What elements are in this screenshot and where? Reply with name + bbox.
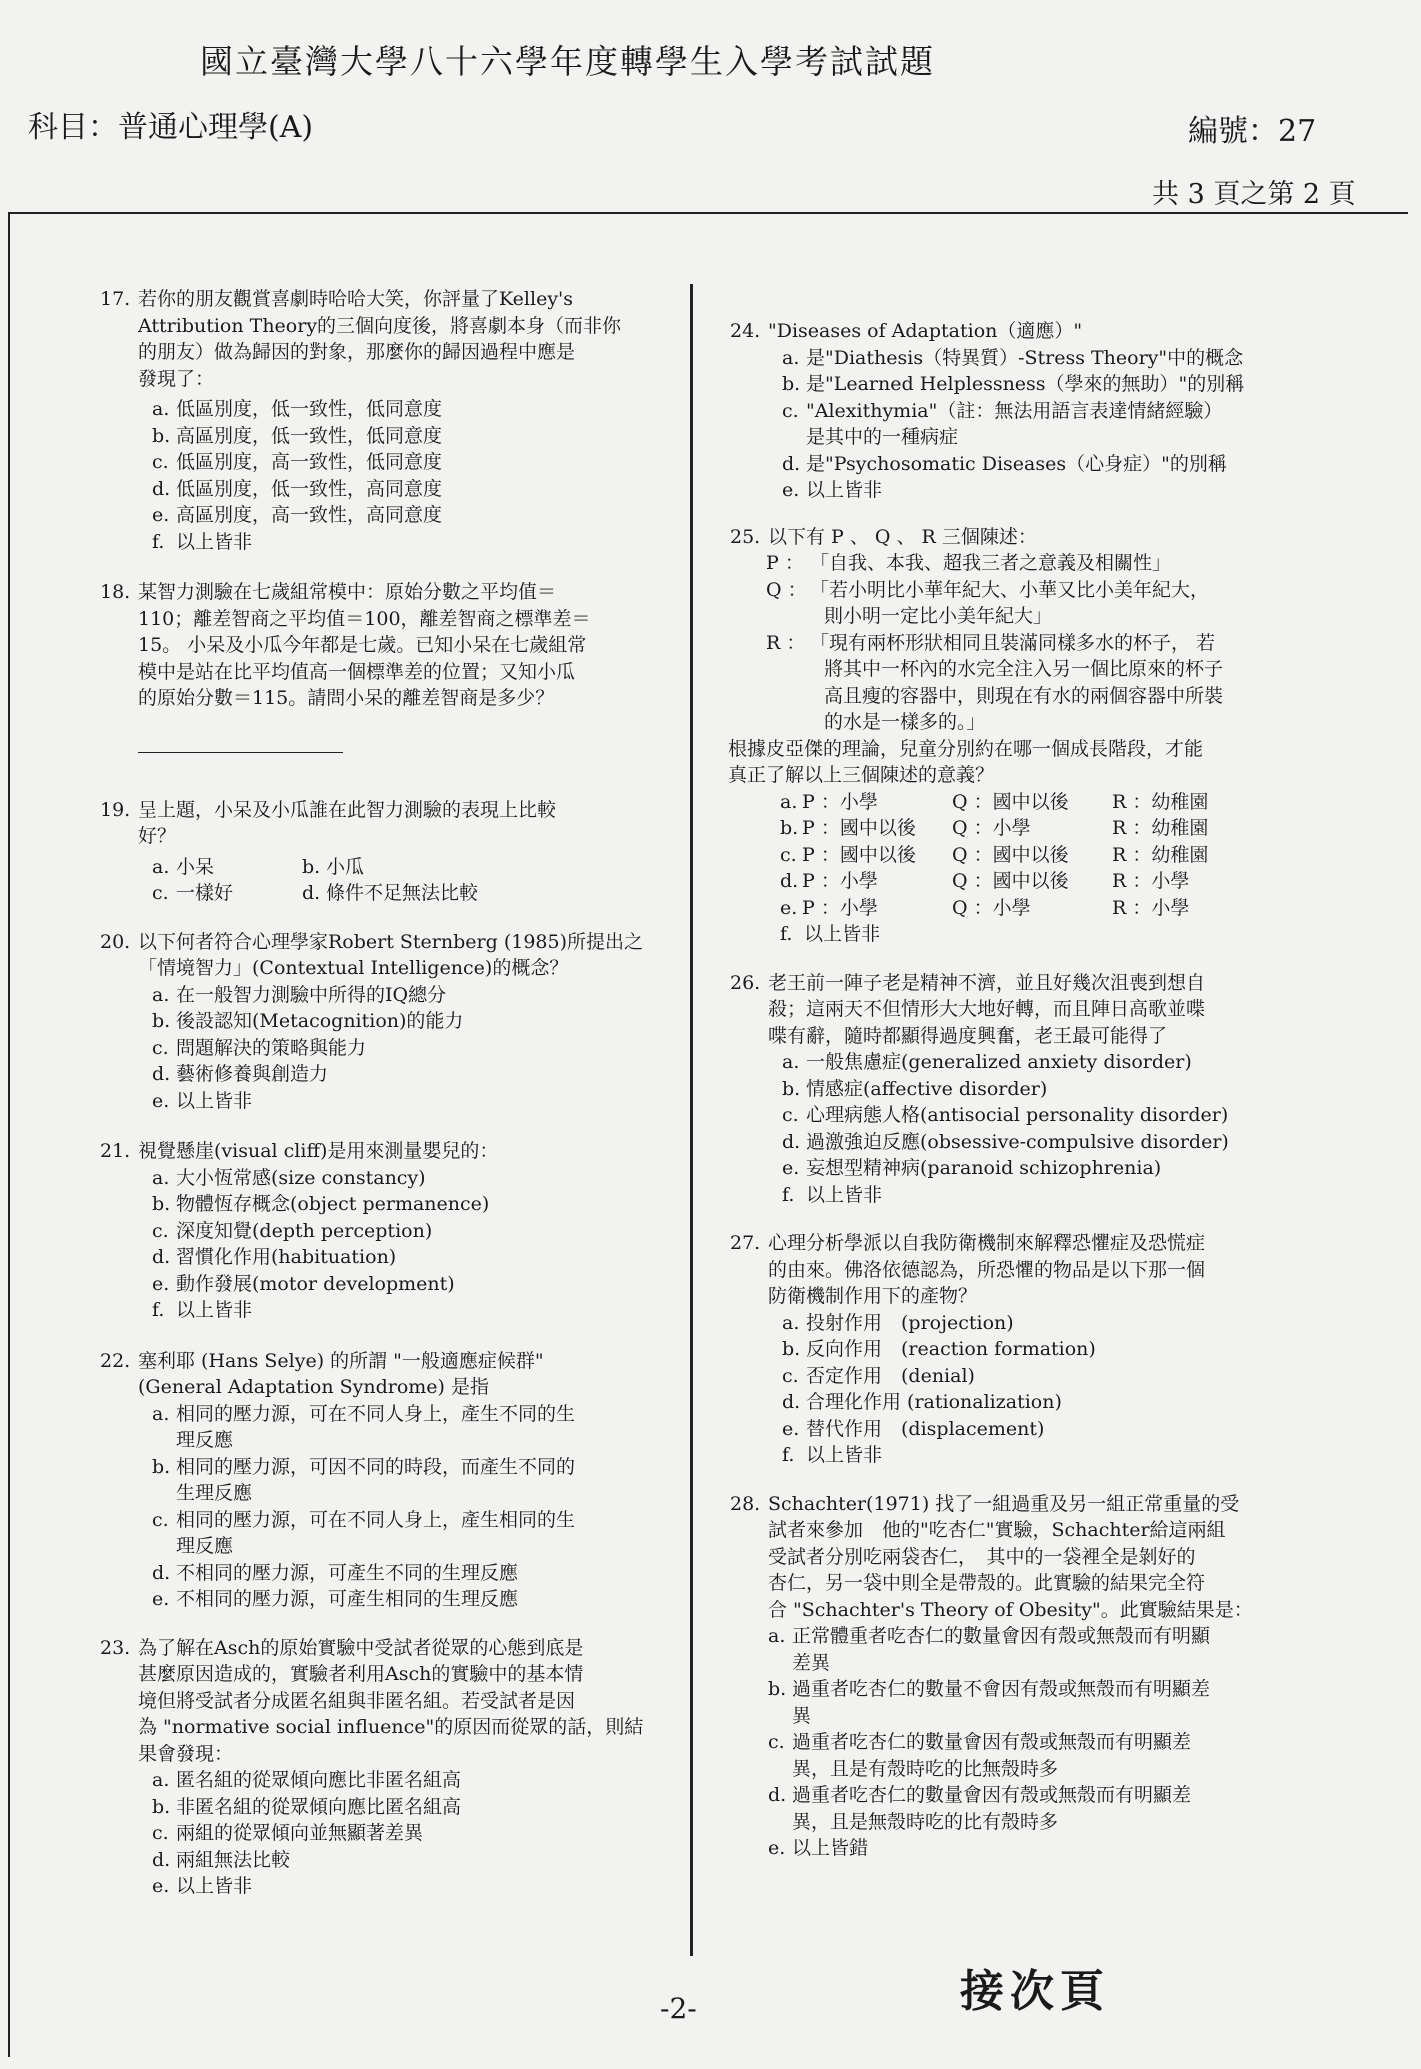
options xyxy=(152,854,675,907)
question-number: 26. xyxy=(730,971,761,994)
option-a: a. 在一般智力測驗中所得的IQ總分 xyxy=(152,983,447,1006)
option-e: e. 以上皆非 xyxy=(152,1089,253,1112)
option-e: e. 替代作用 (displacement) xyxy=(782,1417,1045,1440)
question-27 xyxy=(730,1230,1305,1469)
stem-line: 合 "Schachter's Theory of Obesity"。此實驗結果是： xyxy=(768,1598,1253,1621)
option-e: e. 動作發展(motor development) xyxy=(152,1272,455,1295)
stem-line: 果會發現： xyxy=(138,1742,234,1765)
question-prompt: 根據皮亞傑的理論，兒童分別約在哪一個成長階段，才能 真正了解以上三個陳述的意義？ xyxy=(728,737,1204,786)
option-c: c. 心理病態人格(antisocial personality disorder) xyxy=(782,1104,1229,1126)
option-c: c. "Alexithymia"（註：無法用語言表達情緒經驗） xyxy=(782,399,1223,422)
option-a-cont: 差異 xyxy=(792,1651,831,1674)
page-info: 共 3 頁之第 2 頁 xyxy=(1152,179,1356,210)
option-b: b. 後設認知(Metacognition)的能力 xyxy=(152,1010,464,1032)
statement-r: R ： 「現有兩杯形狀相同且裝滿同樣多水的杯子， 若 將其中一杯內的水完全注入另一個比原來的杯子 高且瘦的容器中，則現在有水的兩個容器中所裝 的水是一樣多的。」 xyxy=(766,631,1224,733)
question-18 xyxy=(100,579,675,753)
question-stem xyxy=(138,929,675,982)
question-22 xyxy=(100,1348,675,1613)
stem-line: 殺；這兩天不但情形大大地好轉，而且陣日高歌並喋 xyxy=(768,998,1206,1020)
option-e: e. 不相同的壓力源，可產生相同的生理反應 xyxy=(152,1588,519,1610)
stem-line: 模中是站在比平均值高一個標準差的位置；又知小瓜 xyxy=(138,660,576,683)
option-f: f. 以上皆非 xyxy=(152,1299,253,1321)
stem-line: 發現了： xyxy=(138,367,215,390)
question-stem xyxy=(768,970,1305,1050)
question-20 xyxy=(100,929,675,1115)
stem-line: 的朋友）做為歸因的對象，那麼你的歸因過程中應是 xyxy=(138,341,576,363)
subject-label: 科目：普通心理學(A) xyxy=(28,110,314,145)
stem-line: 某智力測驗在七歲組常模中：原始分數之平均值＝ xyxy=(138,581,557,603)
question-number: 20. xyxy=(100,930,131,953)
option-d: d. 合理化作用 (rationalization) xyxy=(782,1391,1062,1413)
option-a: a. 是"Diathesis（特異質）-Stress Theory"中的概念 xyxy=(782,346,1244,369)
question-stem xyxy=(138,1635,675,1768)
option-a: a. 低區別度，低一致性，低同意度 xyxy=(152,398,443,420)
option-a: a. P ：小學 Q ：國中以後 R ：幼稚園 xyxy=(780,790,1209,813)
question-25 xyxy=(730,524,1305,948)
option-e: e. 以上皆非 xyxy=(782,479,883,501)
option-f: f. 以上皆非 xyxy=(152,530,253,553)
question-21 xyxy=(100,1138,675,1324)
stem-line: 心理分析學派以自我防衛機制來解釋恐懼症及恐慌症 xyxy=(768,1232,1206,1254)
option-c-cont: 理反應 xyxy=(176,1535,234,1557)
stem-line: 若你的朋友觀賞喜劇時哈哈大笑，你評量了Kelley's xyxy=(138,288,574,310)
option-c: c. 深度知覺(depth perception) xyxy=(152,1219,433,1242)
stem-line: Schachter(1971) 找了一組過重及另一組正常重量的受 xyxy=(768,1492,1240,1515)
stem-line: 110；離差智商之平均值＝100，離差智商之標準差＝ xyxy=(138,607,591,630)
question-stem xyxy=(768,524,1305,551)
stem-line: Attribution Theory的三個向度後，將喜劇本身（而非你 xyxy=(138,314,622,337)
option-b: b. 物體恆存概念(object permanence) xyxy=(152,1193,490,1215)
option-d: d. 是"Psychosomatic Diseases（心身症）"的別稱 xyxy=(782,452,1227,475)
question-stem xyxy=(138,286,675,392)
option-b: b. 反向作用 (reaction formation) xyxy=(782,1338,1096,1360)
stem-line: 以下何者符合心理學家Robert Sternberg (1985)所提出之 xyxy=(138,930,643,953)
question-number: 18. xyxy=(100,581,131,603)
statement-q: Q ： 「若小明比小華年紀大、小華又比小美年紀大， 則小明一定比小美年紀大」 xyxy=(766,578,1210,627)
right-column xyxy=(730,318,1305,1862)
question-number: 22. xyxy=(100,1349,131,1372)
options xyxy=(780,789,1305,948)
option-c-cont: 是其中的一種病症 xyxy=(806,426,959,448)
option-c-cont: 異，且是有殼時吃的比無殼時多 xyxy=(792,1757,1059,1780)
stem-line: 15。 小呆及小瓜今年都是七歲。已知小呆在七歲組常 xyxy=(138,634,587,656)
option-c: c. 一樣好 xyxy=(152,882,234,904)
option-b: b. 小瓜 xyxy=(302,855,365,878)
options xyxy=(768,1623,1305,1862)
question-number: 17. xyxy=(100,288,131,310)
option-b-cont: 異 xyxy=(792,1704,812,1727)
stem-line: 境但將受試者分成匿名組與非匿名組。若受試者是因 xyxy=(138,1689,576,1712)
stem-line: 好？ xyxy=(138,825,177,847)
option-d: d. 不相同的壓力源，可產生不同的生理反應 xyxy=(152,1561,519,1584)
exam-title: 國立臺灣大學八十六學年度轉學生入學考試試題 xyxy=(200,42,935,81)
stem-line: 「情境智力」(Contextual Intelligence)的概念？ xyxy=(138,957,569,979)
question-19 xyxy=(100,797,675,907)
option-c: c. 兩組的從眾傾向並無顯著差異 xyxy=(152,1822,424,1844)
question-stem xyxy=(138,1348,675,1401)
stem-line: 為 "normative social influence"的原因而從眾的話，則結 xyxy=(138,1716,644,1738)
question-number: 25. xyxy=(730,525,761,548)
answer-blank[interactable] xyxy=(138,752,343,753)
option-a: a. 匿名組的從眾傾向應比非匿名組高 xyxy=(152,1769,462,1791)
option-b: b. 非匿名組的從眾傾向應比匿名組高 xyxy=(152,1795,462,1818)
option-a: a. 正常體重者吃杏仁的數量會因有殼或無殼而有明顯 xyxy=(768,1625,1211,1647)
option-c: c. 相同的壓力源，可在不同人身上，產生相同的生 xyxy=(152,1508,576,1531)
statement-p: P ： 「自我、本我、超我三者之意義及相關性」 xyxy=(766,552,1172,574)
options xyxy=(152,396,675,555)
option-d: d. 過重者吃杏仁的數量會因有殼或無殼而有明顯差 xyxy=(768,1784,1192,1806)
options xyxy=(152,982,675,1115)
page-number: -2- xyxy=(660,1992,697,2025)
question-24 xyxy=(730,318,1305,504)
question-23 xyxy=(100,1635,675,1900)
option-d: d. 藝術修養與創造力 xyxy=(152,1063,329,1085)
option-b-cont: 生理反應 xyxy=(176,1482,253,1504)
option-a: a. 小呆 xyxy=(152,855,215,878)
question-26 xyxy=(730,970,1305,1209)
question-17 xyxy=(100,286,675,555)
stem-line: 視覺懸崖(visual cliff)是用來測量嬰兒的： xyxy=(138,1140,499,1162)
option-c: c. 否定作用 (denial) xyxy=(782,1364,975,1387)
option-a: a. 一般焦慮症(generalized anxiety disorder) xyxy=(782,1051,1192,1073)
option-e: e. 以上皆錯 xyxy=(768,1837,869,1859)
stem-line: 喋有辭，隨時都顯得過度興奮，老王最可能得了 xyxy=(768,1024,1168,1047)
option-d: d. 低區別度，低一致性，高同意度 xyxy=(152,477,443,500)
continue-next-page: 接次頁 xyxy=(960,1966,1110,2017)
option-f: f. 以上皆非 xyxy=(780,923,881,945)
stem-line: 呈上題，小呆及小瓜誰在此智力測驗的表現上比較 xyxy=(138,798,557,821)
options xyxy=(152,1767,675,1900)
question-stem xyxy=(768,318,1305,345)
option-b: b. 過重者吃杏仁的數量不會因有殼或無殼而有明顯差 xyxy=(768,1678,1211,1700)
question-number: 21. xyxy=(100,1140,131,1162)
option-f: f. 以上皆非 xyxy=(782,1444,883,1466)
option-a-cont: 理反應 xyxy=(176,1429,234,1451)
options xyxy=(152,1165,675,1324)
option-d: d. 兩組無法比較 xyxy=(152,1848,291,1871)
option-e: e. 妄想型精神病(paranoid schizophrenia) xyxy=(782,1157,1162,1179)
stem-line: 塞利耶 (Hans Selye) 的所謂 "一般適應症候群" xyxy=(138,1349,544,1372)
statements xyxy=(766,550,1305,736)
option-c: c. P ：國中以後 Q ：國中以後 R ：幼稚園 xyxy=(780,843,1209,866)
option-d: d. 習慣化作用(habituation) xyxy=(152,1246,397,1268)
stem-line: 老王前一陣子老是精神不濟，並且好幾次沮喪到想自 xyxy=(768,971,1206,994)
option-c: c. 過重者吃杏仁的數量會因有殼或無殼而有明顯差 xyxy=(768,1731,1192,1753)
question-stem xyxy=(138,797,675,850)
question-28 xyxy=(730,1491,1305,1862)
option-a: a. 相同的壓力源，可在不同人身上，產生不同的生 xyxy=(152,1402,576,1425)
stem-line: 防衛機制作用下的產物？ xyxy=(768,1285,978,1307)
option-b: b. 高區別度，低一致性，低同意度 xyxy=(152,424,443,447)
stem-line: 的原始分數＝115。請問小呆的離差智商是多少？ xyxy=(138,687,555,709)
exam-code: 編號：27 xyxy=(1188,114,1317,149)
stem-line: 甚麼原因造成的，實驗者利用Asch的實驗中的基本情 xyxy=(138,1663,584,1685)
option-c: c. 低區別度，高一致性，低同意度 xyxy=(152,451,443,473)
question-stem xyxy=(768,1230,1305,1310)
stem-line: 為了解在Asch的原始實驗中受試者從眾的心態到底是 xyxy=(138,1636,584,1659)
question-number: 24. xyxy=(730,320,761,342)
stem-line: 受試者分別吃兩袋杏仁， 其中的一袋裡全是剝好的 xyxy=(768,1545,1196,1568)
stem-line: 以下有 P 、 Q 、 R 三個陳述： xyxy=(768,525,1037,548)
options xyxy=(152,1401,675,1613)
options xyxy=(782,345,1305,504)
question-stem xyxy=(138,1138,675,1165)
option-d: d. 過激強迫反應(obsessive-compulsive disorder) xyxy=(782,1130,1229,1153)
option-f: f. 以上皆非 xyxy=(782,1183,883,1206)
option-c: c. 問題解決的策略與能力 xyxy=(152,1036,367,1059)
option-b: b. 相同的壓力源，可因不同的時段，而產生不同的 xyxy=(152,1455,576,1478)
option-a: a. 投射作用 (projection) xyxy=(782,1311,1014,1334)
option-e: e. 高區別度，高一致性，高同意度 xyxy=(152,504,443,526)
question-number: 19. xyxy=(100,798,131,821)
left-column xyxy=(100,286,675,1900)
question-number: 23. xyxy=(100,1636,131,1659)
option-d: d. 條件不足無法比較 xyxy=(302,882,479,904)
question-stem xyxy=(768,1491,1305,1624)
question-number: 27. xyxy=(730,1232,761,1254)
question-number: 28. xyxy=(730,1492,761,1515)
stem-line: 試者來參加 他的"吃杏仁"實驗，Schachter給這兩組 xyxy=(768,1519,1226,1541)
option-a: a. 大小恆常感(size constancy) xyxy=(152,1166,426,1189)
option-b: b. P ：國中以後 Q ：小學 R ：幼稚園 xyxy=(780,817,1209,839)
stem-line: "Diseases of Adaptation（適應）" xyxy=(768,320,1083,342)
option-e: e. P ：小學 Q ：小學 R ：小學 xyxy=(780,896,1190,919)
option-d-cont: 異，且是無殼時吃的比有殼時多 xyxy=(792,1810,1059,1833)
stem-line: 杏仁，另一袋中則全是帶殼的。此實驗的結果完全符 xyxy=(768,1572,1206,1594)
stem-line: 的由來。佛洛依德認為，所恐懼的物品是以下那一個 xyxy=(768,1258,1206,1281)
option-b: b. 是"Learned Helplessness（學來的無助）"的別稱 xyxy=(782,373,1245,395)
column-divider xyxy=(690,284,693,1956)
stem-line: (General Adaptation Syndrome) 是指 xyxy=(138,1376,489,1398)
options xyxy=(782,1310,1305,1469)
option-d: d. P ：小學 Q ：國中以後 R ：小學 xyxy=(780,870,1190,892)
options xyxy=(782,1049,1305,1208)
question-stem xyxy=(138,579,675,712)
option-e: e. 以上皆非 xyxy=(152,1875,253,1897)
option-b: b. 情感症(affective disorder) xyxy=(782,1077,1048,1100)
